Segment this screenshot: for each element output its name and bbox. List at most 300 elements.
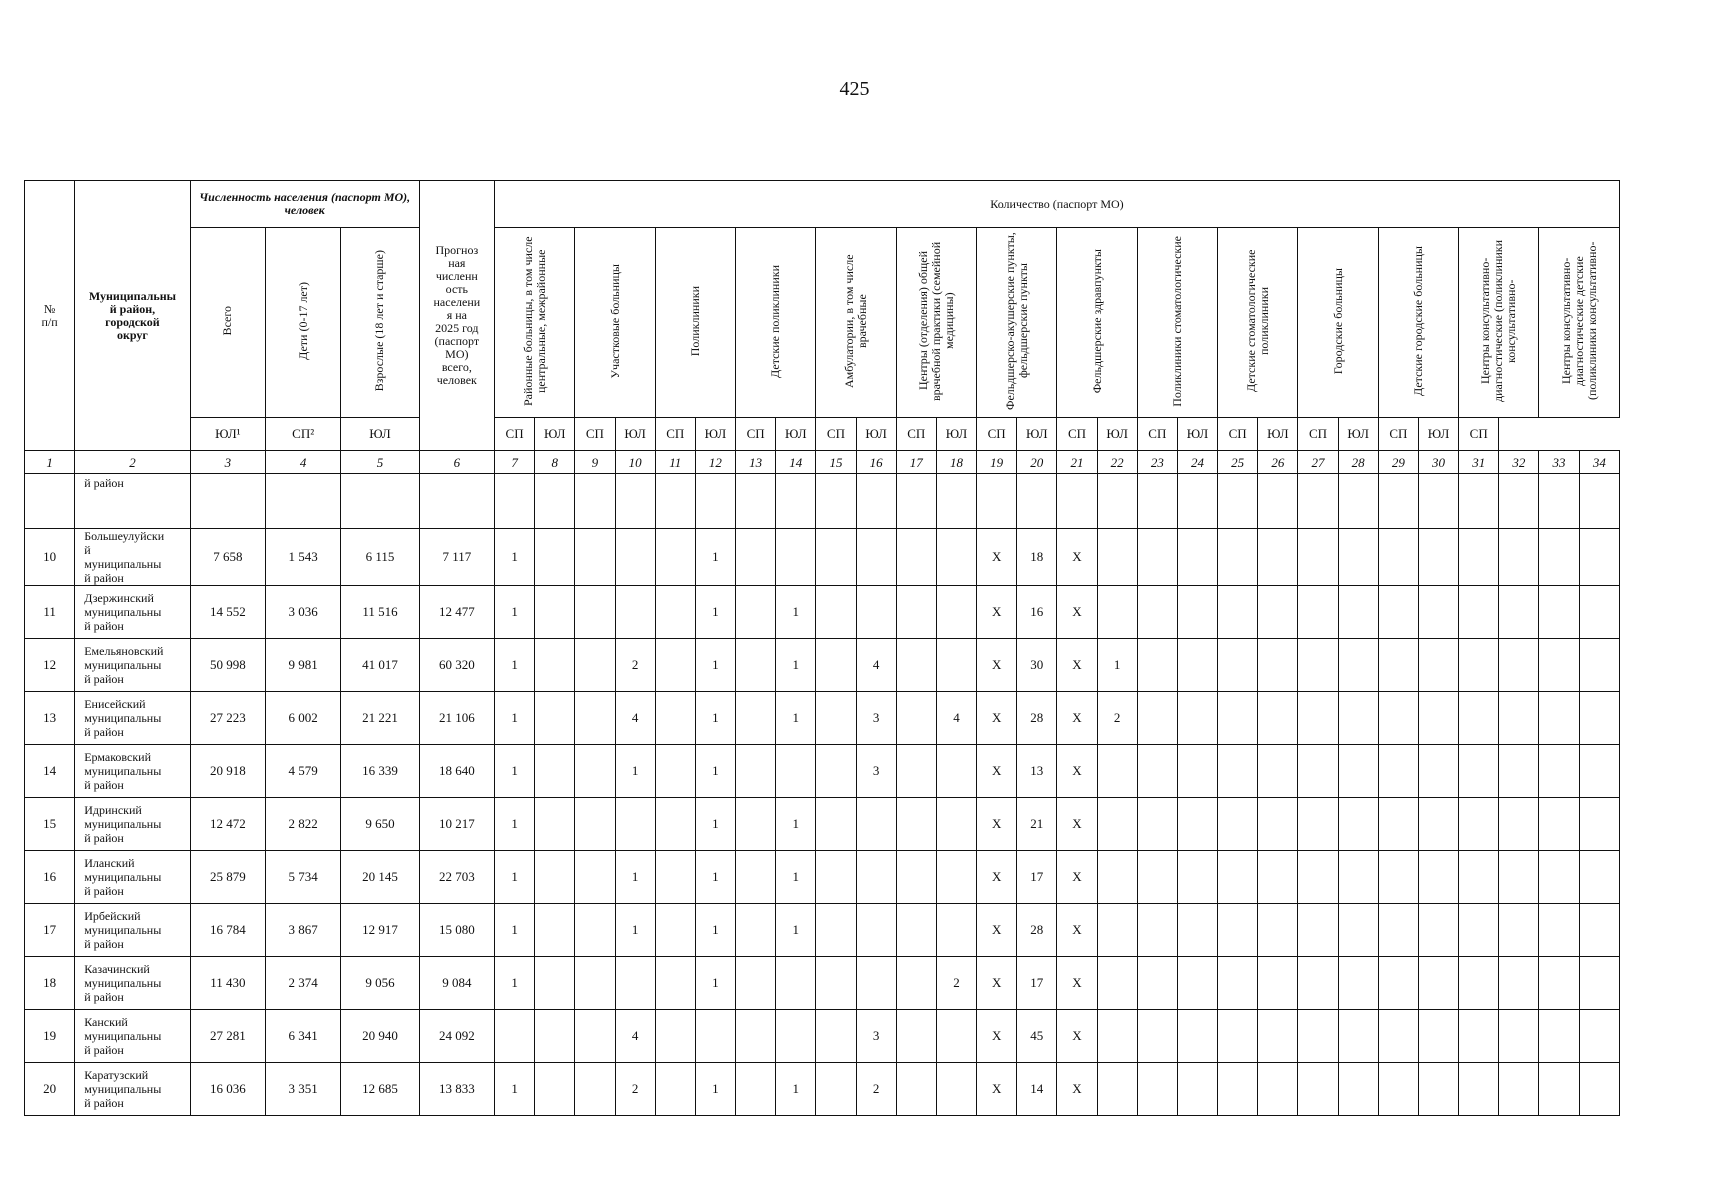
population-children: 2 822: [266, 798, 341, 851]
facility-count-cell: [736, 692, 776, 745]
facility-count-cell: [816, 851, 856, 904]
facility-count-cell: [1137, 851, 1177, 904]
facility-count-cell: 1: [695, 1063, 735, 1116]
population-forecast: 21 106: [419, 692, 494, 745]
facility-count-cell: [1499, 1063, 1539, 1116]
population-total: 11 430: [190, 957, 265, 1010]
facility-count-cell: [816, 904, 856, 957]
facility-count-cell: [1017, 474, 1057, 529]
facility-count-cell: X: [1057, 1010, 1097, 1063]
header-category: Фельдшерско-акушерские пункты, фельдшерские пункты: [977, 228, 1057, 418]
facility-count-cell: [736, 957, 776, 1010]
facility-count-cell: [1539, 586, 1579, 639]
facility-count-cell: 1: [494, 957, 534, 1010]
column-number: 8: [535, 451, 575, 474]
facility-count-cell: 1: [494, 745, 534, 798]
facility-count-cell: [1338, 474, 1378, 529]
facility-count-cell: 3: [856, 692, 896, 745]
facility-count-cell: [1218, 1010, 1258, 1063]
facility-count-cell: [1298, 798, 1338, 851]
facility-count-cell: X: [1057, 586, 1097, 639]
facility-count-cell: [1378, 957, 1418, 1010]
population-adults: 9 056: [341, 957, 419, 1010]
header-subcolumn: СП: [1298, 418, 1338, 451]
facility-count-cell: [655, 529, 695, 586]
facility-count-cell: [535, 474, 575, 529]
table-row: [25, 474, 1620, 529]
district-name: Казачинский муниципальны й район: [75, 957, 190, 1010]
facility-count-cell: [856, 586, 896, 639]
facility-count-cell: [1459, 692, 1499, 745]
table-row: [25, 851, 1620, 904]
facility-count-cell: [535, 798, 575, 851]
facility-count-cell: [1378, 529, 1418, 586]
facility-count-cell: [1097, 957, 1137, 1010]
header-subcolumn: ЮЛ: [1097, 418, 1137, 451]
header-quantity-group: Количество (паспорт МО): [494, 181, 1619, 228]
facility-count-cell: [1579, 1063, 1619, 1116]
column-number: 31: [1459, 451, 1499, 474]
facility-count-cell: 1: [695, 957, 735, 1010]
facility-count-cell: [856, 904, 896, 957]
facility-count-cell: [1137, 1010, 1177, 1063]
facility-count-cell: [896, 474, 936, 529]
facility-count-cell: [535, 851, 575, 904]
column-number: 1: [25, 451, 75, 474]
facility-count-cell: [1177, 798, 1217, 851]
facility-count-cell: 3: [856, 1010, 896, 1063]
header-total: Всего: [190, 228, 265, 418]
population-total: 12 472: [190, 798, 265, 851]
header-subcolumn: ЮЛ: [776, 418, 816, 451]
facility-count-cell: [1177, 904, 1217, 957]
header-subcolumn: ЮЛ: [1338, 418, 1378, 451]
facility-count-cell: [936, 904, 976, 957]
facility-count-cell: [1499, 586, 1539, 639]
facility-count-cell: [1137, 904, 1177, 957]
facility-count-cell: 1: [695, 692, 735, 745]
facility-count-cell: X: [1057, 529, 1097, 586]
row-number: 13: [25, 692, 75, 745]
facility-count-cell: [535, 1063, 575, 1116]
facility-count-cell: [1258, 904, 1298, 957]
row-number: 19: [25, 1010, 75, 1063]
facility-count-cell: [1579, 1010, 1619, 1063]
facility-count-cell: [1378, 798, 1418, 851]
facility-count-cell: [1418, 529, 1458, 586]
facility-count-cell: [1499, 904, 1539, 957]
facility-count-cell: [856, 957, 896, 1010]
row-number: 12: [25, 639, 75, 692]
facility-count-cell: [816, 798, 856, 851]
facility-count-cell: [1539, 957, 1579, 1010]
facility-count-cell: [816, 529, 856, 586]
facility-count-cell: 13: [1017, 745, 1057, 798]
header-category: Участковые больницы: [575, 228, 655, 418]
header-num: № п/п: [25, 181, 75, 451]
facility-count-cell: [575, 798, 615, 851]
population-forecast: 24 092: [419, 1010, 494, 1063]
table-row: [25, 639, 1620, 692]
facility-count-cell: X: [977, 745, 1017, 798]
facility-count-cell: [1338, 639, 1378, 692]
facility-count-cell: [1338, 904, 1378, 957]
facility-count-cell: [816, 692, 856, 745]
column-number: 30: [1418, 451, 1458, 474]
facility-count-cell: [1338, 692, 1378, 745]
facility-count-cell: 1: [695, 529, 735, 586]
population-forecast: 12 477: [419, 586, 494, 639]
facility-count-cell: [1218, 474, 1258, 529]
facility-count-cell: X: [1057, 798, 1097, 851]
facility-count-cell: [736, 529, 776, 586]
header-subcolumn: ЮЛ: [1258, 418, 1298, 451]
facility-count-cell: 1: [494, 851, 534, 904]
facility-count-cell: [1539, 904, 1579, 957]
header-category: Детские поликлиники: [736, 228, 816, 418]
facility-count-cell: [1418, 745, 1458, 798]
facility-count-cell: [1418, 474, 1458, 529]
population-total: 20 918: [190, 745, 265, 798]
header-category: Городские больницы: [1298, 228, 1378, 418]
facility-count-cell: [896, 745, 936, 798]
population-total: 27 281: [190, 1010, 265, 1063]
facility-count-cell: 1: [1097, 639, 1137, 692]
table-header: [25, 181, 1620, 474]
facility-count-cell: [1258, 586, 1298, 639]
facility-count-cell: X: [1057, 692, 1097, 745]
row-number: [25, 474, 75, 529]
facility-count-cell: [1258, 1010, 1298, 1063]
facility-count-cell: [575, 1063, 615, 1116]
population-total: [190, 474, 265, 529]
population-adults: 9 650: [341, 798, 419, 851]
facility-count-cell: [1177, 529, 1217, 586]
facility-count-cell: 1: [494, 798, 534, 851]
facility-count-cell: X: [977, 957, 1017, 1010]
facility-count-cell: [1218, 904, 1258, 957]
facility-count-cell: X: [977, 529, 1017, 586]
header-subcolumn: ЮЛ: [615, 418, 655, 451]
facility-count-cell: [816, 639, 856, 692]
population-total: 25 879: [190, 851, 265, 904]
facility-count-cell: [1539, 745, 1579, 798]
facility-count-cell: [1459, 957, 1499, 1010]
column-number: 5: [341, 451, 419, 474]
facility-count-cell: X: [1057, 851, 1097, 904]
facility-count-cell: X: [977, 586, 1017, 639]
facility-count-cell: [1539, 639, 1579, 692]
facility-count-cell: [1218, 529, 1258, 586]
table-row: [25, 957, 1620, 1010]
facility-count-cell: [936, 474, 976, 529]
facility-count-cell: [776, 745, 816, 798]
facility-count-cell: [736, 1010, 776, 1063]
facility-count-cell: [1097, 474, 1137, 529]
facility-count-cell: [1499, 957, 1539, 1010]
facility-count-cell: 2: [615, 1063, 655, 1116]
column-number: 18: [936, 451, 976, 474]
facility-count-cell: 1: [695, 798, 735, 851]
facility-count-cell: [1258, 1063, 1298, 1116]
facility-count-cell: X: [977, 639, 1017, 692]
facility-count-cell: 1: [695, 586, 735, 639]
facility-count-cell: [1499, 798, 1539, 851]
header-subcolumn: ЮЛ: [695, 418, 735, 451]
header-subcolumn: ЮЛ: [936, 418, 976, 451]
facility-count-cell: [1177, 586, 1217, 639]
facility-count-cell: [1218, 1063, 1258, 1116]
facility-count-cell: [575, 957, 615, 1010]
header-subcolumn: СП: [494, 418, 534, 451]
population-children: 3 867: [266, 904, 341, 957]
header-subcolumn: СП: [896, 418, 936, 451]
facility-count-cell: [1218, 639, 1258, 692]
facility-count-cell: [1418, 1063, 1458, 1116]
facility-count-cell: [615, 957, 655, 1010]
facility-count-cell: 2: [856, 1063, 896, 1116]
header-category: Амбулатории, в том числе врачебные: [816, 228, 896, 418]
facility-count-cell: [1579, 586, 1619, 639]
facility-count-cell: [1298, 904, 1338, 957]
table-body: [25, 474, 1620, 1116]
facility-count-cell: [655, 474, 695, 529]
row-number: 17: [25, 904, 75, 957]
population-total: 16 036: [190, 1063, 265, 1116]
facility-count-cell: [1579, 692, 1619, 745]
facility-count-cell: [1097, 904, 1137, 957]
facility-count-cell: [1298, 1010, 1338, 1063]
facility-count-cell: 1: [776, 851, 816, 904]
district-name: Емельяновский муниципальны й район: [75, 639, 190, 692]
facility-count-cell: X: [977, 851, 1017, 904]
facility-count-cell: 2: [615, 639, 655, 692]
facility-count-cell: [1177, 639, 1217, 692]
population-forecast: 60 320: [419, 639, 494, 692]
header-subcolumn: СП: [655, 418, 695, 451]
facility-count-cell: [1499, 1010, 1539, 1063]
facility-count-cell: 1: [776, 639, 816, 692]
facility-count-cell: [856, 798, 896, 851]
header-subcolumn: СП: [977, 418, 1017, 451]
facility-count-cell: [615, 529, 655, 586]
facility-count-cell: [1258, 957, 1298, 1010]
facility-count-cell: [1298, 851, 1338, 904]
facility-count-cell: 45: [1017, 1010, 1057, 1063]
facility-count-cell: [655, 692, 695, 745]
facility-count-cell: [816, 1010, 856, 1063]
facility-count-cell: 16: [1017, 586, 1057, 639]
facility-count-cell: [1579, 957, 1619, 1010]
facility-count-cell: 1: [494, 692, 534, 745]
facility-count-cell: [856, 851, 896, 904]
row-number: 11: [25, 586, 75, 639]
facility-count-cell: [575, 745, 615, 798]
facility-count-cell: 1: [494, 586, 534, 639]
facility-count-cell: [776, 1010, 816, 1063]
facility-count-cell: [936, 529, 976, 586]
table-row: [25, 586, 1620, 639]
population-total: 7 658: [190, 529, 265, 586]
facility-count-cell: [1459, 586, 1499, 639]
population-adults: 12 685: [341, 1063, 419, 1116]
population-forecast: 22 703: [419, 851, 494, 904]
population-adults: [341, 474, 419, 529]
column-number: 17: [896, 451, 936, 474]
header-category: Поликлиники: [655, 228, 735, 418]
facility-count-cell: [1499, 692, 1539, 745]
facility-count-cell: [1378, 1063, 1418, 1116]
facility-count-cell: [816, 957, 856, 1010]
facility-count-cell: 2: [936, 957, 976, 1010]
facility-count-cell: [494, 474, 534, 529]
facility-count-cell: [1418, 692, 1458, 745]
facility-count-cell: [776, 957, 816, 1010]
facility-count-cell: [1097, 1010, 1137, 1063]
facility-count-cell: [575, 639, 615, 692]
header-subcolumn: ЮЛ¹: [190, 418, 265, 451]
facility-count-cell: [1539, 692, 1579, 745]
population-forecast: [419, 474, 494, 529]
facility-count-cell: [1258, 692, 1298, 745]
facility-count-cell: [1459, 851, 1499, 904]
facility-count-cell: 1: [776, 586, 816, 639]
row-number: 14: [25, 745, 75, 798]
facility-count-cell: 4: [856, 639, 896, 692]
facility-count-cell: [1137, 798, 1177, 851]
facility-count-cell: 1: [776, 904, 816, 957]
facility-count-cell: [1258, 529, 1298, 586]
header-subcolumn: СП: [575, 418, 615, 451]
facility-count-cell: [535, 529, 575, 586]
facility-count-cell: [1579, 639, 1619, 692]
facility-count-cell: [1258, 639, 1298, 692]
facility-count-cell: 4: [615, 1010, 655, 1063]
facility-count-cell: [1338, 957, 1378, 1010]
population-adults: 20 145: [341, 851, 419, 904]
population-adults: 6 115: [341, 529, 419, 586]
facility-count-cell: [1418, 639, 1458, 692]
facility-count-cell: 21: [1017, 798, 1057, 851]
facility-count-cell: [1177, 1010, 1217, 1063]
column-number: 2: [75, 451, 190, 474]
population-forecast: 7 117: [419, 529, 494, 586]
header-subcolumn: ЮЛ: [856, 418, 896, 451]
facility-count-cell: [1499, 851, 1539, 904]
column-number: 20: [1017, 451, 1057, 474]
header-category: Фельдшерские здравпункты: [1057, 228, 1137, 418]
population-adults: 11 516: [341, 586, 419, 639]
facility-count-cell: [1378, 639, 1418, 692]
facility-count-cell: [1338, 1010, 1378, 1063]
table-row: [25, 529, 1620, 586]
row-number: 20: [25, 1063, 75, 1116]
facility-count-cell: [1177, 957, 1217, 1010]
column-number: 14: [776, 451, 816, 474]
facility-count-cell: [655, 639, 695, 692]
facility-count-cell: [1298, 474, 1338, 529]
header-district: Муниципальны й район, городской округ: [75, 181, 190, 451]
table-row: [25, 692, 1620, 745]
facility-count-cell: 1: [615, 851, 655, 904]
facility-count-cell: [896, 1063, 936, 1116]
header-subcolumn: ЮЛ: [1418, 418, 1458, 451]
facility-count-cell: X: [977, 798, 1017, 851]
facility-count-cell: [535, 904, 575, 957]
statistics-table-wrapper: [24, 180, 1620, 1116]
facility-count-cell: [776, 474, 816, 529]
facility-count-cell: [1338, 586, 1378, 639]
facility-count-cell: X: [1057, 957, 1097, 1010]
population-children: 9 981: [266, 639, 341, 692]
population-forecast: 13 833: [419, 1063, 494, 1116]
population-adults: 41 017: [341, 639, 419, 692]
header-category: Центры консультативно-диагностические (поликлиники консультативно-: [1459, 228, 1539, 418]
facility-count-cell: 1: [776, 798, 816, 851]
facility-count-cell: [1418, 1010, 1458, 1063]
facility-count-cell: [936, 851, 976, 904]
facility-count-cell: [1218, 851, 1258, 904]
facility-count-cell: [1298, 692, 1338, 745]
facility-count-cell: [1137, 529, 1177, 586]
header-category: Центры консультативно-диагностические детские (поликлиники консультативно-: [1539, 228, 1620, 418]
facility-count-cell: [1418, 586, 1458, 639]
header-subcolumn: СП: [816, 418, 856, 451]
column-number: 27: [1298, 451, 1338, 474]
column-number: 28: [1338, 451, 1378, 474]
facility-count-cell: [1137, 586, 1177, 639]
header-forecast: Прогноз ная численн ость населени я на 2025 год (паспорт МО) всего, человек: [419, 181, 494, 451]
facility-count-cell: X: [1057, 904, 1097, 957]
facility-count-cell: [1579, 851, 1619, 904]
header-subcolumn: ЮЛ: [1017, 418, 1057, 451]
facility-count-cell: [1539, 851, 1579, 904]
facility-count-cell: [1338, 745, 1378, 798]
facility-count-cell: X: [977, 1010, 1017, 1063]
table-row: [25, 904, 1620, 957]
facility-count-cell: [896, 851, 936, 904]
header-subcolumn: СП: [1378, 418, 1418, 451]
facility-count-cell: 1: [695, 904, 735, 957]
facility-count-cell: X: [977, 692, 1017, 745]
facility-count-cell: [655, 586, 695, 639]
facility-count-cell: [736, 745, 776, 798]
facility-count-cell: 1: [494, 529, 534, 586]
facility-count-cell: [936, 1063, 976, 1116]
facility-count-cell: [1097, 851, 1137, 904]
header-category: Поликлиники стоматологические: [1137, 228, 1217, 418]
facility-count-cell: [1459, 529, 1499, 586]
facility-count-cell: [816, 474, 856, 529]
facility-count-cell: [776, 529, 816, 586]
facility-count-cell: [1499, 529, 1539, 586]
facility-count-cell: X: [977, 904, 1017, 957]
facility-count-cell: [1258, 474, 1298, 529]
facility-count-cell: [1137, 957, 1177, 1010]
facility-count-cell: 1: [695, 639, 735, 692]
facility-count-cell: [896, 798, 936, 851]
facility-count-cell: 1: [494, 639, 534, 692]
facility-count-cell: [575, 1010, 615, 1063]
column-number: 15: [816, 451, 856, 474]
facility-count-cell: [1539, 798, 1579, 851]
facility-count-cell: [1459, 1010, 1499, 1063]
facility-count-cell: [1539, 1063, 1579, 1116]
facility-count-cell: [1177, 692, 1217, 745]
healthcare-statistics-table: [24, 180, 1620, 1116]
facility-count-cell: X: [1057, 639, 1097, 692]
facility-count-cell: [936, 745, 976, 798]
